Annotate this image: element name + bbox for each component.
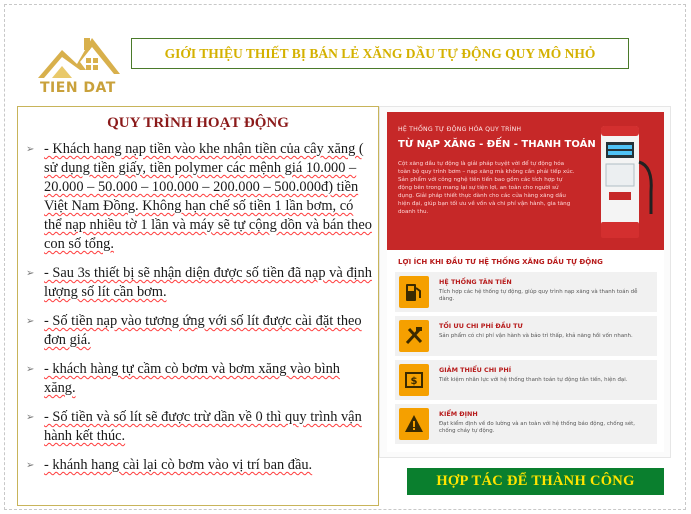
process-text-box[interactable] bbox=[17, 106, 379, 506]
bullet-arrow-icon: ➢ bbox=[26, 412, 35, 423]
benefit-desc: Đạt kiểm định về đo lường và an toàn với hệ thống báo động, chống sét, chống cháy tự động. bbox=[439, 421, 636, 434]
bullet-arrow-icon: ➢ bbox=[26, 268, 35, 279]
benefit-row bbox=[395, 316, 657, 356]
bullet-arrow-icon: ➢ bbox=[26, 316, 35, 327]
process-heading: QUY TRÌNH HOẠT ĐỘNG bbox=[107, 115, 289, 131]
bullet-item bbox=[24, 264, 374, 302]
benefit-label: KIỂM ĐỊNH bbox=[439, 410, 478, 418]
title-box[interactable] bbox=[131, 38, 629, 69]
poster-header bbox=[387, 112, 664, 250]
bullet-arrow-icon: ➢ bbox=[26, 460, 35, 471]
bullet-text: - khánh hang cài lại cò bơm vào vị trí ban đầu. bbox=[44, 457, 313, 473]
poster-image bbox=[387, 112, 664, 452]
bullet-item bbox=[24, 456, 374, 475]
bullet-arrow-icon: ➢ bbox=[26, 144, 35, 155]
benefit-label: HỆ THỐNG TÂN TIẾN bbox=[439, 278, 512, 286]
partner-banner[interactable] bbox=[407, 468, 664, 495]
benefit-desc: Tiết kiệm nhân lực với hệ thống thanh toán tự động tân tiến, hiện đại. bbox=[439, 377, 628, 383]
poster-title: TỪ NẠP XĂNG - ĐẾN - THANH TOÁN bbox=[398, 139, 596, 150]
logo-text: TIEN DAT bbox=[40, 80, 116, 96]
warning-icon bbox=[399, 408, 429, 440]
benefit-title: LỢI ÍCH KHI ĐẦU TƯ HỆ THỐNG XĂNG DẦU TỰ ĐỘNG bbox=[398, 258, 603, 266]
cash-icon bbox=[399, 364, 429, 396]
svg-text:$: $ bbox=[410, 376, 418, 387]
benefit-desc: Tích hợp các hệ thống tự động, giúp quy trình nạp xăng và thanh toán dễ dàng. bbox=[439, 289, 638, 302]
benefit-row bbox=[395, 360, 657, 400]
process-bullet-list bbox=[24, 140, 374, 485]
poster-image-frame[interactable] bbox=[379, 106, 671, 458]
bullet-item bbox=[24, 312, 374, 350]
poster-body: Cột xăng dầu tự động là giải pháp tuyệt vời để tự động hóa toàn bộ quy trình bơm – nạp xăng mà không cần phải tiếp xúc. Sản phẩm với công nghệ tiên tiến bao gồm các tích hợp tự động bên trong mang lại sự tiện lợi, an toàn cho người sử dụng. Giải pháp thiết thực dành cho các cửa hàng xăng dầu hiện đại, giúp bạn tối ưu về vốn và chi phí vận hành, gia tăng doanh thu. bbox=[398, 161, 575, 215]
bullet-item bbox=[24, 140, 374, 254]
bullet-item bbox=[24, 408, 374, 446]
bullet-item bbox=[24, 360, 374, 398]
bullet-text: - Số tiền và số lít sẽ được trừ dần về 0 thì quy trình vận hành kết thúc. bbox=[44, 409, 362, 444]
bullet-text: - khách hàng tự cầm cò bơm và bơm xăng vào bình xăng. bbox=[44, 361, 340, 396]
slide-title: GIỚI THIỆU THIẾT BỊ BÁN LẺ XĂNG DẦU TỰ ĐỘNG QUY MÔ NHỎ bbox=[164, 45, 596, 61]
hammer-wrench-icon bbox=[399, 320, 429, 352]
bullet-text: - Số tiền nạp vào tương ứng với số lít được cài đặt theo đơn giá. bbox=[44, 313, 362, 348]
bullet-text: - Sau 3s thiết bị sẽ nhận diện được số tiền đã nạp và định lượng số lít cần bơm. bbox=[44, 265, 372, 300]
bullet-text: - Khách hang nạp tiền vào khe nhận tiền của cây xăng ( sử dụng tiền giấy, tiền polymer các mệnh giá 10.000 – 20.000 – 50.000 – 100.000 – 200.000 – 500.000đ) tiền Việt Nam Đồng. Không hạn chế số tiền 1 lần bơm, có thể nạp nhiều tờ 1 lần và máy sẽ tự cộng dồn và bán theo con số tổng. bbox=[44, 141, 372, 252]
bullet-arrow-icon: ➢ bbox=[26, 364, 35, 375]
benefit-row bbox=[395, 272, 657, 312]
poster-subtitle: HỆ THỐNG TỰ ĐỘNG HÓA QUY TRÌNH bbox=[398, 126, 522, 133]
benefit-label: TỐI ƯU CHI PHÍ ĐẦU TƯ bbox=[439, 322, 523, 330]
fuel-dispenser-icon bbox=[595, 122, 657, 242]
partner-text: HỢP TÁC ĐỂ THÀNH CÔNG bbox=[436, 473, 635, 489]
benefit-row bbox=[395, 404, 657, 444]
benefit-label: GIẢM THIỂU CHI PHÍ bbox=[439, 366, 512, 374]
fuel-pump-icon bbox=[399, 276, 429, 308]
benefit-desc: Sản phẩm có chi phí vận hành và bảo trì thấp, khả năng hồi vốn nhanh. bbox=[439, 333, 633, 339]
